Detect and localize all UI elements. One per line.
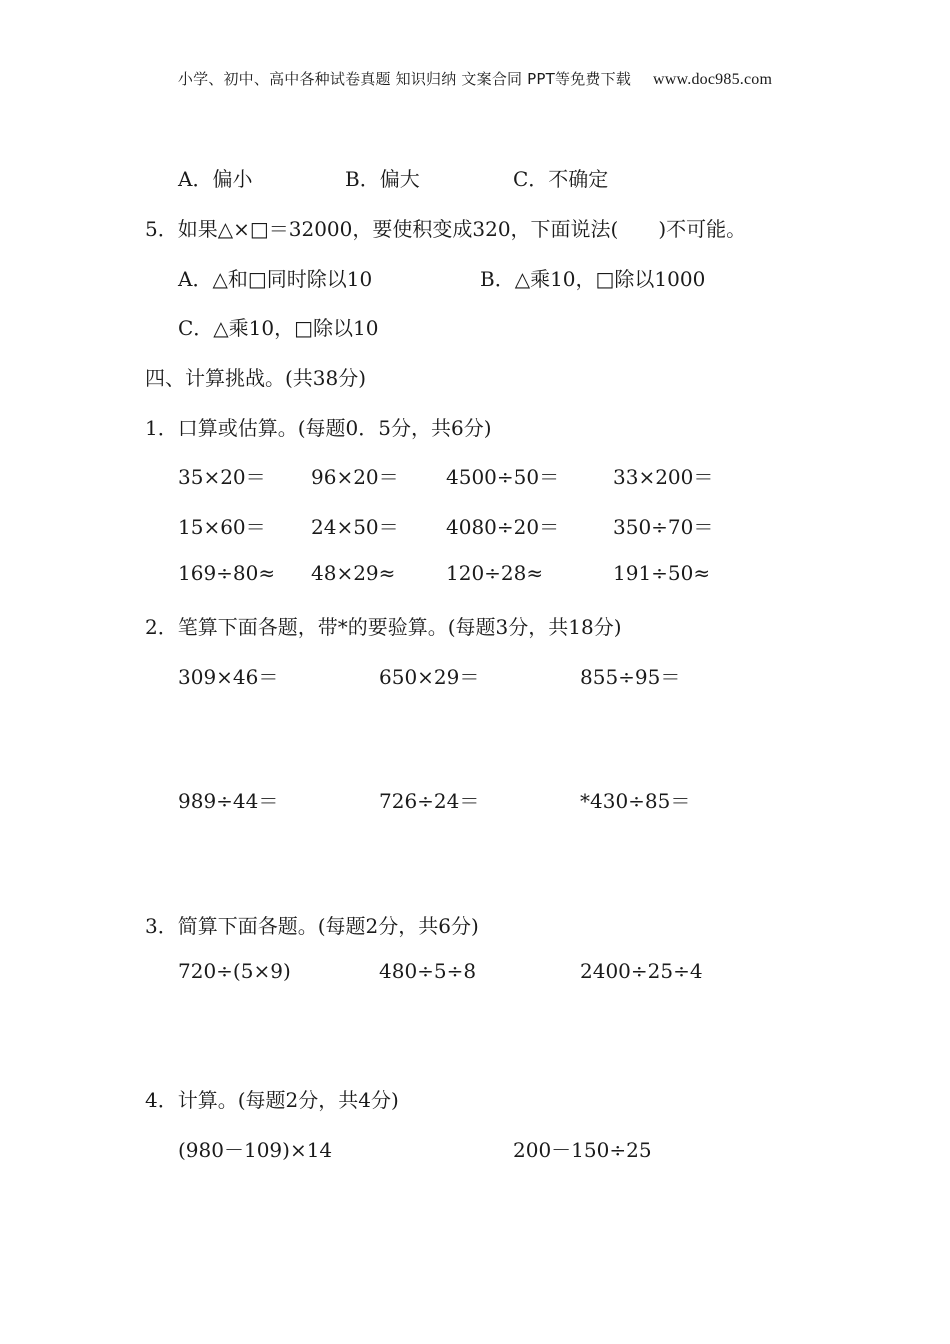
page-header bbox=[0, 68, 950, 89]
header-text: 小学、初中、高中各种试卷真题 知识归纳 文案合同 PPT等免费下载 bbox=[177, 70, 632, 88]
written-calc-item: 989÷44＝ bbox=[178, 789, 279, 813]
part3-title: 3．简算下面各题。(每题2分，共6分) bbox=[145, 914, 479, 938]
simplify-item: 2400÷25÷4 bbox=[580, 959, 703, 983]
written-calc-item: *430÷85＝ bbox=[580, 789, 691, 813]
written-calc-item: 309×46＝ bbox=[178, 665, 279, 689]
mental-calc-item: 169÷80≈ bbox=[178, 561, 276, 585]
mental-calc-item: 191÷50≈ bbox=[613, 561, 711, 585]
written-calc-item: 650×29＝ bbox=[379, 665, 480, 689]
q5-option-c: C．△乘10，□除以10 bbox=[178, 316, 379, 340]
written-calc-item: 855÷95＝ bbox=[580, 665, 681, 689]
mental-calc-item: 24×50＝ bbox=[311, 515, 399, 539]
part1-title: 1．口算或估算。(每题0．5分，共6分) bbox=[145, 416, 492, 440]
simplify-item: 720÷(5×9) bbox=[178, 959, 291, 983]
header-url: www.doc985.com bbox=[653, 71, 773, 88]
mental-calc-item: 96×20＝ bbox=[311, 465, 399, 489]
mental-calc-item: 4500÷50＝ bbox=[446, 465, 560, 489]
simplify-item: 480÷5÷8 bbox=[379, 959, 477, 983]
q4-option-c: C．不确定 bbox=[513, 167, 609, 191]
q4-option-a: A．偏小 bbox=[178, 167, 253, 191]
q5-stem: 5．如果△×□＝32000，要使积变成320，下面说法( )不可能。 bbox=[145, 217, 747, 241]
written-calc-item: 726÷24＝ bbox=[379, 789, 480, 813]
calc-item: 200－150÷25 bbox=[513, 1138, 652, 1162]
q4-option-b: B．偏大 bbox=[345, 167, 420, 191]
q5-option-a: A．△和□同时除以10 bbox=[178, 267, 373, 291]
part2-title: 2．笔算下面各题，带*的要验算。(每题3分，共18分) bbox=[145, 615, 622, 639]
mental-calc-item: 4080÷20＝ bbox=[446, 515, 560, 539]
section-title: 四、计算挑战。(共38分) bbox=[145, 366, 367, 390]
calc-item: (980－109)×14 bbox=[178, 1138, 333, 1162]
q5-option-b: B．△乘10，□除以1000 bbox=[480, 267, 706, 291]
mental-calc-item: 15×60＝ bbox=[178, 515, 266, 539]
mental-calc-item: 350÷70＝ bbox=[613, 515, 714, 539]
mental-calc-item: 120÷28≈ bbox=[446, 561, 544, 585]
mental-calc-item: 35×20＝ bbox=[178, 465, 266, 489]
part4-title: 4．计算。(每题2分，共4分) bbox=[145, 1088, 399, 1112]
mental-calc-item: 33×200＝ bbox=[613, 465, 714, 489]
mental-calc-item: 48×29≈ bbox=[311, 561, 396, 585]
